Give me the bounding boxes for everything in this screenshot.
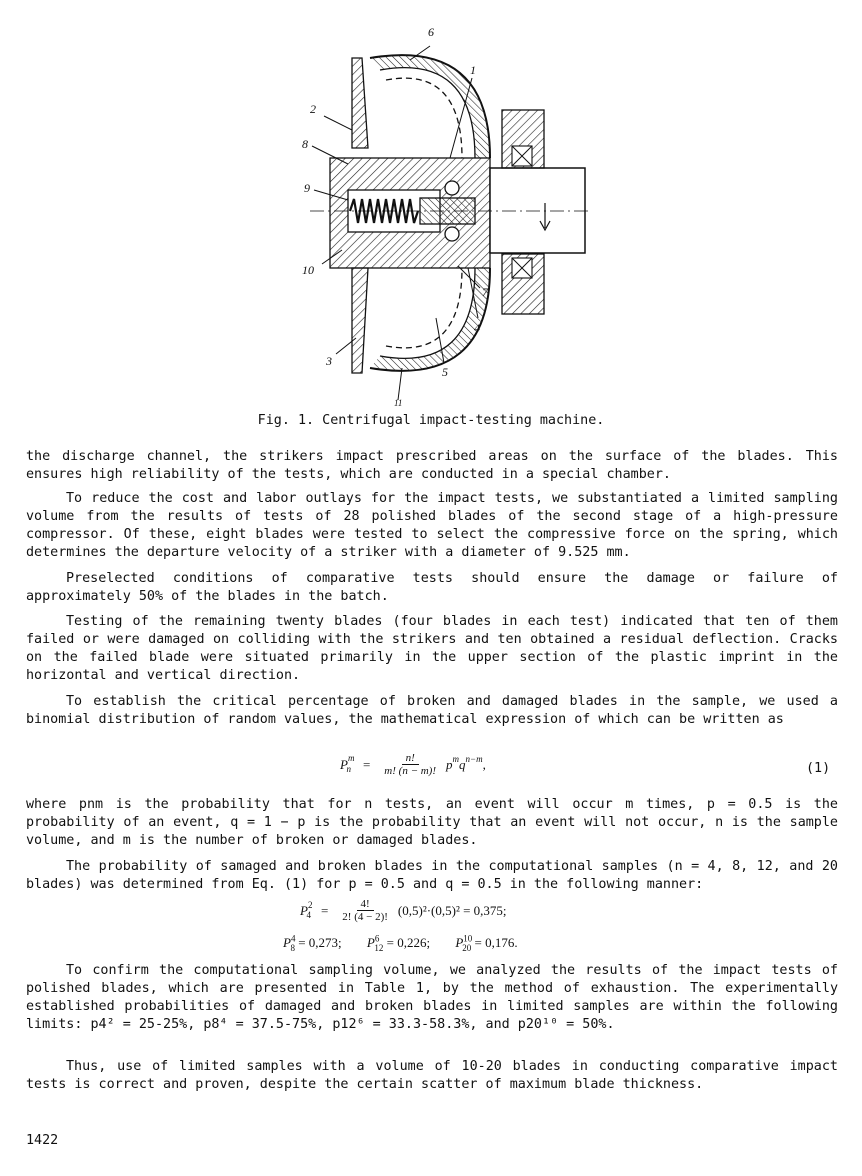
paragraph-8: To confirm the computational sampling volume, we analyzed the results of the impact tests of polished blades, which are presented in Table 1, by the method of exhaustion. The experimentally established probabilities of damaged and broken blades in limited samples are within the following limits: p4² = 25-25%, p8⁴ = 37.5-75%, p12⁶ = 33.3-58.3%, and p20¹⁰ = 50%. [26, 963, 838, 1032]
eq3-b: = 0,226; [386, 935, 431, 951]
paragraph-3: Preselected conditions of comparative tests should ensure the damage or failure of approximately 50% of the blades in the batch. [26, 571, 838, 604]
page-number: 1422 [26, 1133, 59, 1148]
eq2-rhs: (0,5)²·(0,5)² = 0,375; [397, 902, 507, 918]
fig-label: 11 [394, 398, 403, 408]
fig-label: 7 [482, 285, 488, 299]
eq2-denominator: 2! (4 − 2)! [342, 911, 388, 923]
eq1-lhs: P [340, 756, 348, 772]
eq1-rhs: p [446, 756, 453, 772]
fig-label: 4 [474, 321, 480, 335]
fig-label: 6 [428, 25, 434, 39]
paragraph-5: To establish the critical percentage of broken and damaged blades in the sample, we used a binomial distribution of random values, the mathematical expression of which can be written as [26, 694, 838, 727]
eq3-a: = 0,273; [298, 935, 342, 951]
equation-2: P 2 4 = $\frac{4!}{2! (4 - 2)!}$ (0,5)²·(0,5)² = 0,375; [300, 898, 507, 923]
paragraph-4: Testing of the remaining twenty blades (four blades in each test) indicated that ten of them failed or were damaged on colliding with the strikers and ten obtained a residual deflection. Cracks on the failed blade were situated primarily in the upper section of the plastic imprint in the horizontal and vertical direction. [26, 614, 838, 683]
eq3-c: = 0,176. [474, 935, 518, 951]
fig-label: 5 [442, 365, 448, 379]
fig-label: 2 [310, 102, 316, 116]
fig-label: 3 [326, 354, 332, 368]
fig-label: 8 [302, 137, 308, 151]
eq2-numerator: 4! [357, 898, 374, 911]
eq1-numerator: n! [402, 752, 419, 765]
paragraph-1: the discharge channel, the strikers impact prescribed areas on the surface of the blades. This ensures high reliability of the tests, which are conducted in a special chamber. [26, 449, 838, 482]
paragraph-6: where pnm is the probability that for n tests, an event will occur m times, p = 0.5 is the probability of an event, q = 1 − p is the probability that an event will not occur, n is the sample volume, and m is the number of broken or damaged blades. [26, 797, 838, 848]
fig-label: 9 [304, 181, 310, 195]
figure-caption: Fig. 1. Centrifugal impact-testing machine. [257, 413, 605, 428]
eq1-denominator: m! (n − m)! [384, 765, 437, 777]
paragraph-7: The probability of samaged and broken blades in the computational samples (n = 4, 8, 12, and 20 blades) was determined from Eq. (1) for p = 0.5 and q = 0.5 in the following manner: [26, 859, 838, 892]
figure-centrifugal-machine [290, 18, 590, 408]
equation-3: $P^4_8 = 0,273$; $P^6_{12} = 0,226$; $P^{10}_{20} = 0,176$. [283, 934, 518, 953]
paragraph-9: Thus, use of limited samples with a volume of 10-20 blades in conducting comparative impact tests is correct and proven, despite the certain scatter of maximum blade thickness. [26, 1059, 838, 1092]
eq1-tail: , [482, 756, 486, 772]
equation-number: (1) [806, 761, 831, 776]
paragraph-2: To reduce the cost and labor outlays for the impact tests, we substantiated a limited sampling volume from the results of tests of 28 polished blades of the second stage of a high-pressure compressor. Of these, eight blades were tested to select the compressive force on the spring, which determines the departure velocity of a striker with a diameter of 9.525 mm. [26, 491, 838, 560]
fig-label: 1 [470, 63, 476, 77]
fig-label: 10 [302, 263, 314, 277]
